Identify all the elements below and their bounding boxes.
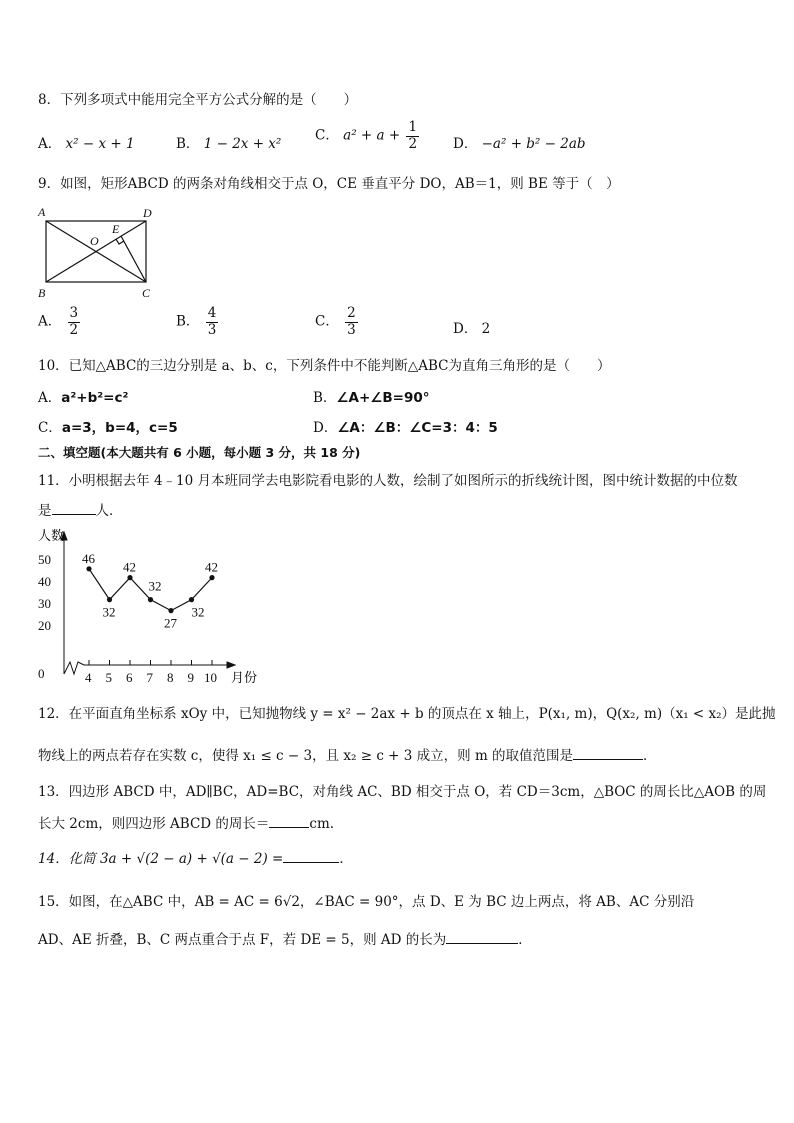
q8-option-a xyxy=(38,132,135,152)
q9-option-b xyxy=(176,306,220,338)
option-label: D． xyxy=(453,321,478,337)
q12-line1: 12．在平面直角坐标系 xOy 中，已知抛物线 y = x² − 2ax + b 的顶点在 x 轴上，P(x₁, m)，Q(x₂, m)（x₁ < x₂）是此抛 xyxy=(38,706,776,722)
q15-line1: 15．如图，在△ABC 中，AB = AC = 6√2，∠BAC = 90°，点 D、E 为 BC 边上两点，将 AB、AC 分别沿 xyxy=(38,894,695,910)
q13-line1: 13．四边形 ABCD 中，AD∥BC，AD=BC，对角线 AC、BD 相交于点 O，若 CD＝3cm，△BOC 的周长比△AOB 的周 xyxy=(38,784,767,800)
answer-blank[interactable] xyxy=(573,745,643,760)
x-tick-label: 7 xyxy=(146,670,153,685)
option-label: C． xyxy=(315,127,339,144)
y-tick-label: 40 xyxy=(38,574,51,589)
data-label: 42 xyxy=(123,559,136,575)
option-label: B． xyxy=(176,313,200,330)
option-text: a=3，b=4，c=5 xyxy=(61,420,178,436)
label-c: C xyxy=(142,286,151,300)
text: ． xyxy=(339,851,353,867)
data-label: 46 xyxy=(82,550,95,566)
q10-stem: 10．已知△ABC的三边分别是 a、b、c，下列条件中不能判断△ABC为直角三角形的是（ ） xyxy=(38,358,611,374)
denominator: 3 xyxy=(207,321,217,338)
option-expr: −a² + b² − 2ab xyxy=(481,136,586,152)
q10-option-b xyxy=(313,386,430,406)
text: 14．化简 3a + √(2 − a) + √(a − 2) = xyxy=(38,851,284,867)
data-point xyxy=(107,597,112,602)
option-label: D． xyxy=(453,136,478,152)
q10-option-d xyxy=(313,416,498,436)
y-tick-label: 50 xyxy=(38,552,51,567)
numerator: 2 xyxy=(347,305,356,321)
text: ． xyxy=(518,932,532,948)
x-tick-label: 5 xyxy=(105,670,112,685)
q9-option-c xyxy=(315,306,360,338)
q11-line2 xyxy=(38,499,123,519)
option-text: ∠A+∠B=90° xyxy=(336,390,430,406)
q11-line1: 11．小明根据去年 4﹣10 月本班同学去电影院看电影的人数，绘制了如图所示的折线统计图，图中统计数据的中位数 xyxy=(38,473,738,489)
label-b: B xyxy=(38,286,46,300)
y-axis-label: 人数 xyxy=(38,529,65,544)
q9-stem: 9．如图，矩形ABCD 的两条对角线相交于点 O，CE 垂直平分 DO，AB＝1，则 BE 等于（ ） xyxy=(38,176,620,192)
data-point xyxy=(189,597,194,602)
option-expr: 1 − 2x + x² xyxy=(203,136,282,152)
text: 长大 2cm，则四边形 ABCD 的周长＝ xyxy=(38,816,270,832)
fraction xyxy=(406,120,419,152)
text: 是 xyxy=(38,503,52,519)
q8-option-b xyxy=(176,132,281,152)
text: ． xyxy=(643,748,657,764)
fraction xyxy=(206,306,219,338)
y-tick-label: 20 xyxy=(38,618,51,633)
label-a: A xyxy=(38,205,46,219)
option-label: A． xyxy=(38,313,62,330)
option-label: B． xyxy=(176,136,200,152)
data-label: 42 xyxy=(205,559,218,575)
denominator: 2 xyxy=(408,135,418,152)
label-e: E xyxy=(112,222,120,236)
section-heading: 二、填空题(本大题共有 6 小题，每小题 3 分，共 18 分) xyxy=(38,445,361,460)
data-label: 27 xyxy=(164,615,177,631)
x-axis-arrow xyxy=(227,662,235,668)
text: AD、AE 折叠，B、C 两点重合于点 F，若 DE = 5，则 AD 的长为 xyxy=(38,932,447,948)
line-chart xyxy=(34,524,266,690)
data-point xyxy=(127,575,132,580)
option-label: D． xyxy=(313,420,338,436)
option-label: A． xyxy=(38,390,62,406)
fraction xyxy=(345,306,358,338)
x-tick-label: 8 xyxy=(167,670,174,685)
data-label: 32 xyxy=(148,578,162,594)
q10-option-a xyxy=(38,386,128,406)
data-point xyxy=(86,566,91,571)
text: 物线上的两点若存在实数 c，使得 x₁ ≤ c − 3，且 x₂ ≥ c + 3 成立，则 m 的取值范围是 xyxy=(38,748,574,764)
option-label: C． xyxy=(38,420,62,436)
data-point xyxy=(168,608,173,613)
q9-option-d xyxy=(453,317,490,337)
q13-line2 xyxy=(38,812,334,832)
numerator: 3 xyxy=(69,305,79,321)
q12-line2 xyxy=(38,744,657,764)
answer-blank[interactable] xyxy=(283,848,339,863)
data-point xyxy=(148,597,153,602)
q10-option-c xyxy=(38,416,178,436)
q8-option-d xyxy=(453,132,586,152)
segment-ce xyxy=(121,236,146,282)
data-label: 32 xyxy=(191,604,205,620)
option-text: a²+b²=c² xyxy=(61,390,129,406)
answer-blank[interactable] xyxy=(446,929,518,944)
answer-blank[interactable] xyxy=(52,500,96,515)
y-tick-label: 30 xyxy=(38,596,51,611)
option-text: ∠A：∠B：∠C=3：4：5 xyxy=(337,420,498,436)
q9-option-a xyxy=(38,306,82,338)
answer-blank[interactable] xyxy=(269,813,309,828)
option-expr: x² − x + 1 xyxy=(65,136,135,152)
option-label: B． xyxy=(313,390,337,406)
q15-line2 xyxy=(38,928,532,948)
x-tick-label: 10 xyxy=(204,670,217,685)
option-value: 2 xyxy=(481,321,491,337)
label-d: D xyxy=(143,206,152,220)
x-tick-label: 6 xyxy=(126,670,133,685)
numerator: 1 xyxy=(408,119,418,135)
label-o: O xyxy=(90,234,99,248)
text: 人． xyxy=(95,503,123,519)
numerator: 4 xyxy=(207,305,217,321)
x-tick-label: 9 xyxy=(187,670,194,685)
x-tick-label: 4 xyxy=(85,670,92,685)
rectangle-figure xyxy=(36,204,158,300)
option-expr: a² + a + xyxy=(343,127,401,144)
q14-line xyxy=(38,847,353,867)
data-point xyxy=(209,575,214,580)
data-label: 32 xyxy=(102,604,116,620)
denominator: 2 xyxy=(69,321,79,338)
fraction xyxy=(68,306,81,338)
denominator: 3 xyxy=(347,321,356,338)
option-label: A． xyxy=(38,136,62,152)
x-axis-label: 月份 xyxy=(231,671,258,686)
q8-stem: 8．下列多项式中能用完全平方公式分解的是（ ） xyxy=(38,92,358,108)
y-tick-label: 0 xyxy=(38,666,45,681)
text: cm. xyxy=(309,816,335,832)
option-label: C． xyxy=(315,313,339,330)
q8-option-c xyxy=(315,120,421,152)
